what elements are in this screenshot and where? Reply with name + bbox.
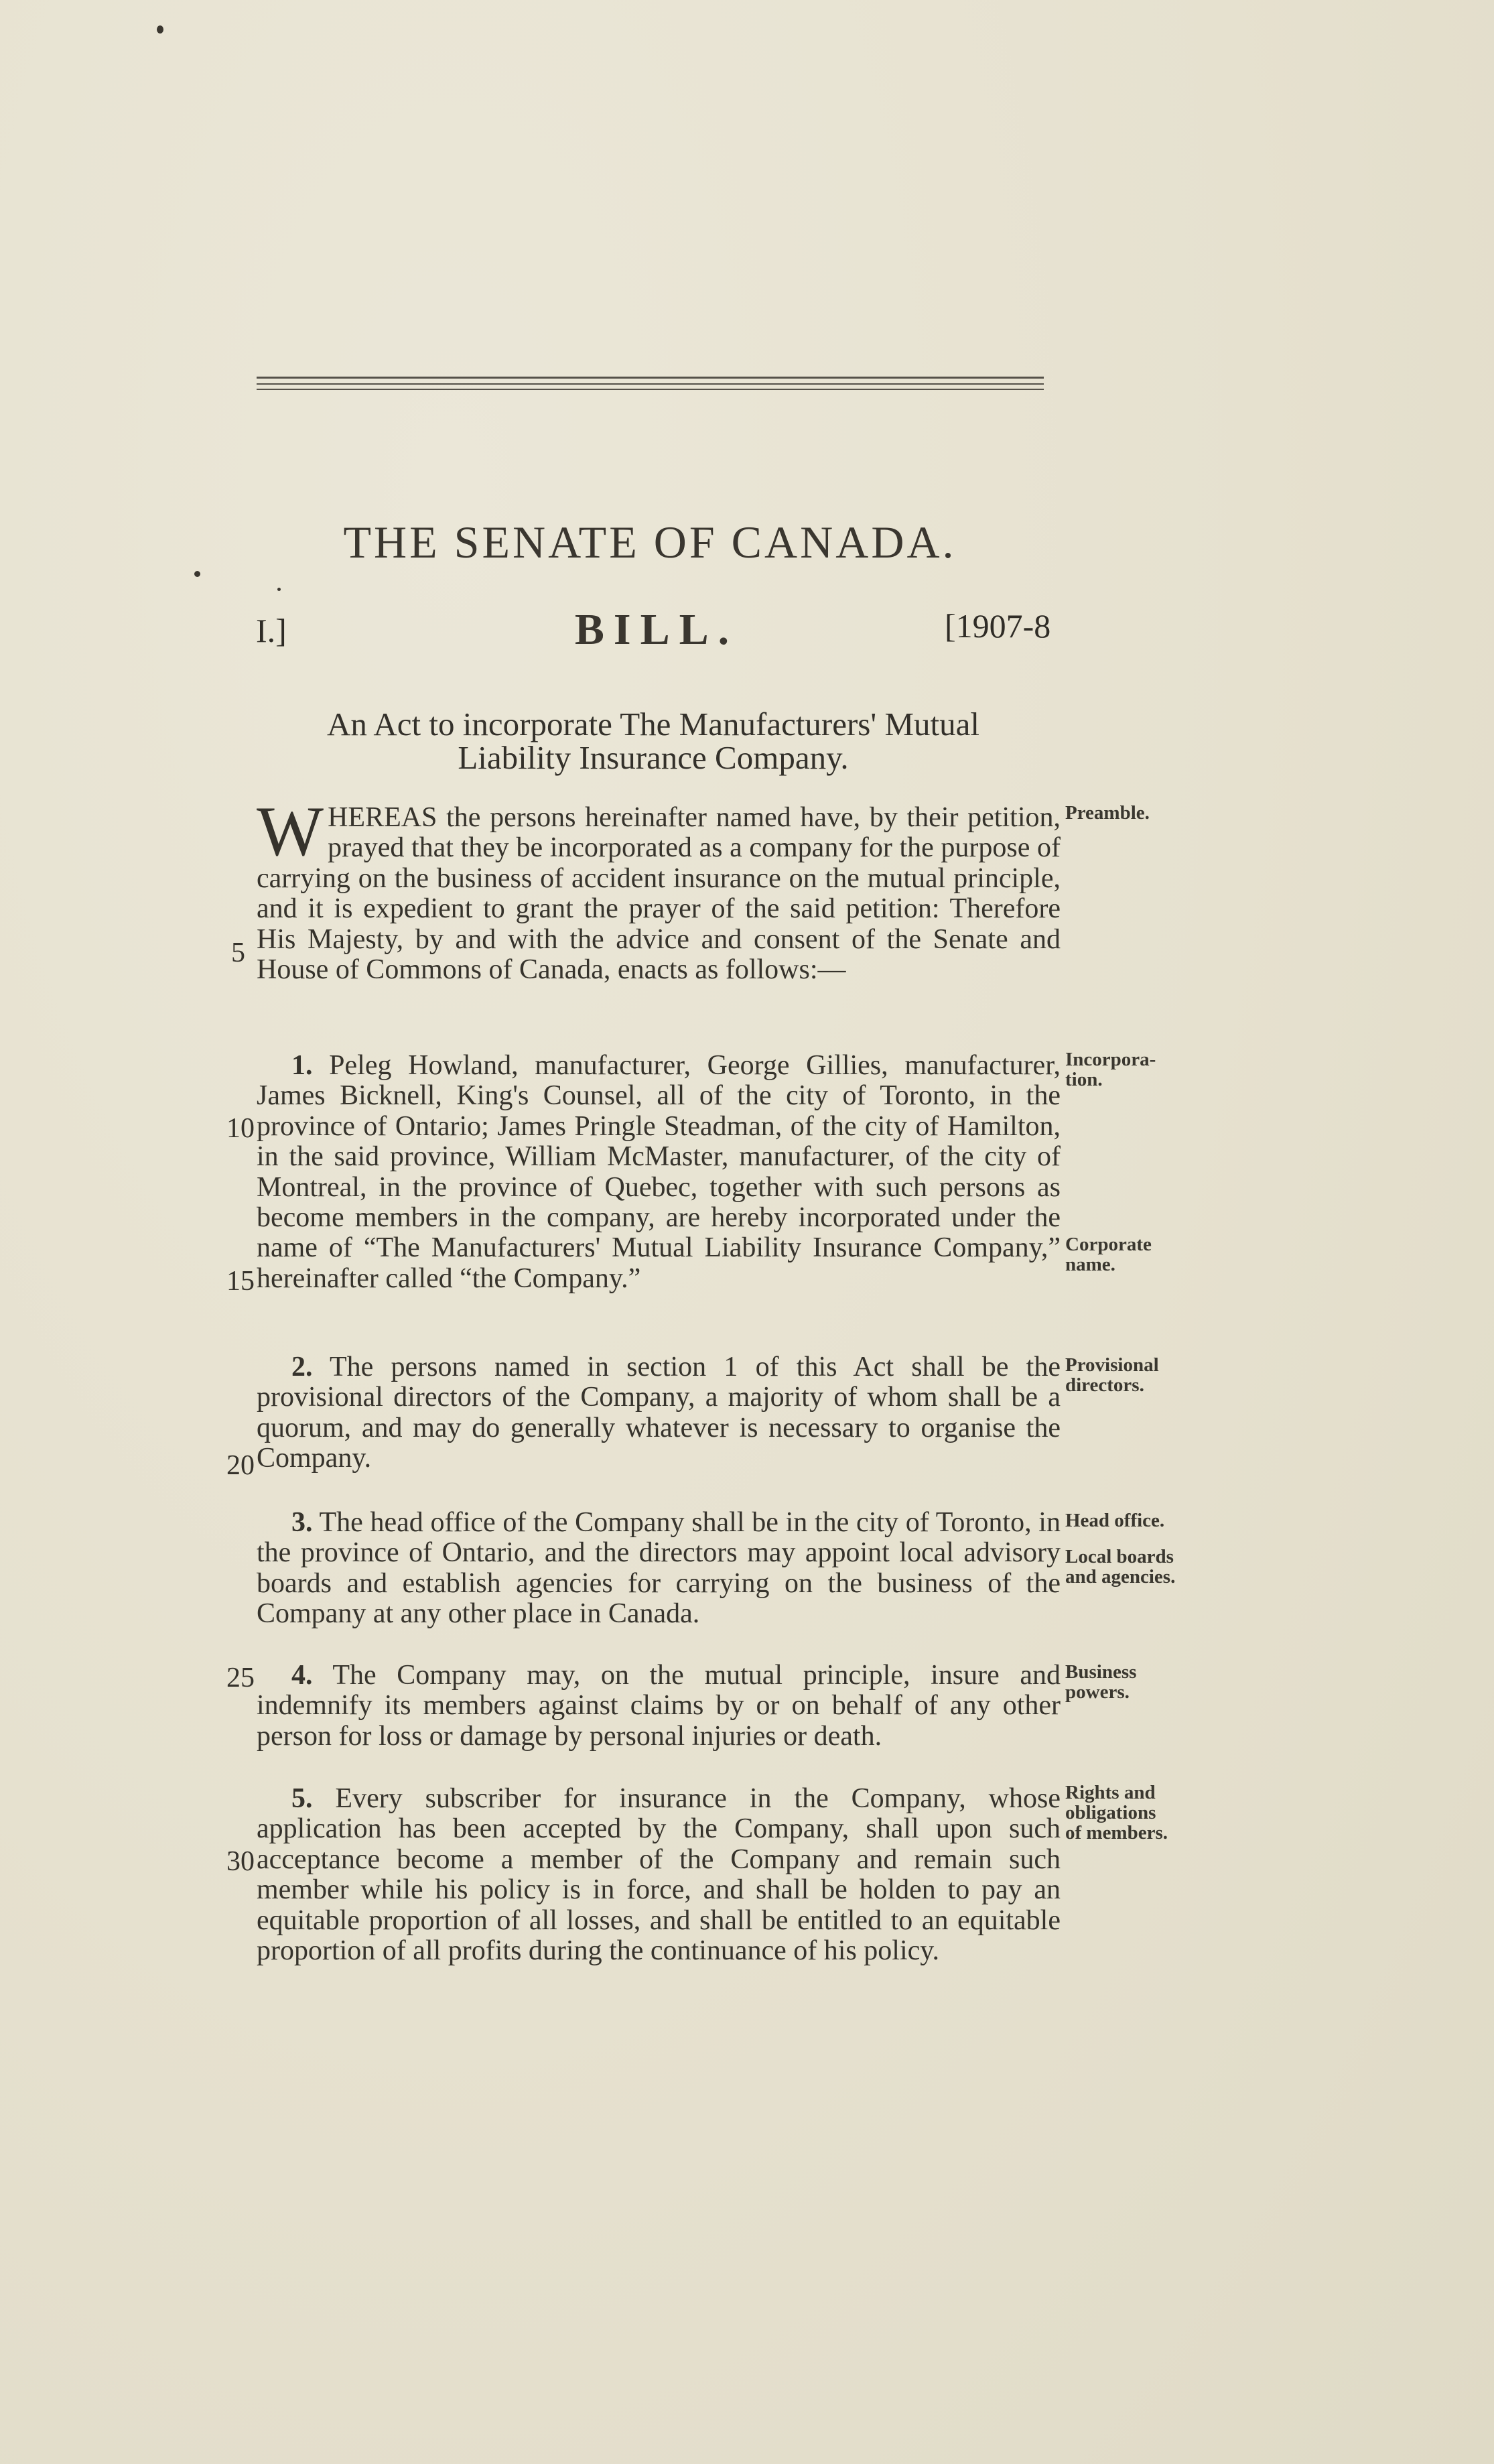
margin-note-incorporation — [1065, 1049, 1219, 1090]
line-number: 25 — [226, 1663, 255, 1693]
section-text: Every subscriber for insurance in the Company, whose application has been accepted by the Company, shall upon such acceptance become a member of the Company and remain such member while his policy is in force, and shall be holden to pay an equitable proportion of all losses, and shall be entitled to an equitable proportion of all profits during the continuance of his policy. — [257, 1783, 1061, 1967]
note-line: name. — [1065, 1254, 1115, 1275]
section-number: 4. — [291, 1660, 313, 1691]
paper-speck — [277, 588, 281, 591]
margin-note-corporate-name — [1065, 1234, 1219, 1275]
note-line: powers. — [1065, 1681, 1130, 1703]
note-line: of members. — [1065, 1822, 1168, 1843]
section-3 — [257, 1508, 1061, 1630]
session-year: [1907-8 — [945, 607, 1051, 645]
margin-note-local-boards — [1065, 1547, 1219, 1587]
section-1 — [257, 1051, 1061, 1294]
section-text: The head office of the Company shall be in the city of Toronto, in the province of Ontario, and the directors may appoint local advisory boards and establish agencies for carrying on the business of the Company at any other place in Canada. — [257, 1507, 1061, 1630]
note-line: tion. — [1065, 1069, 1103, 1090]
section-text: The Company may, on the mutual principle, insure and indemnify its members against claims by or on behalf of any other person for loss or damage by personal injuries or death. — [257, 1660, 1061, 1752]
line-number: 5 — [231, 937, 245, 968]
section-number: 3. — [291, 1507, 313, 1538]
margin-note-head-office — [1065, 1510, 1219, 1531]
paper-speck — [194, 571, 200, 577]
margin-note-preamble — [1065, 803, 1219, 823]
section-2 — [257, 1352, 1061, 1474]
section-4 — [257, 1661, 1061, 1752]
note-line: and agencies. — [1065, 1566, 1176, 1587]
note-line: Business — [1065, 1661, 1137, 1683]
preamble-text: HEREAS the persons hereinafter named have, by their petition, prayed that they be incorporated as a company for the purpose of carrying on the business of accident insurance on the mutual principle, and it is expedient to grant the prayer of the said petition: Therefore His Majesty, by and with the advice and consent of the Senate and House of Commons of Canada, enacts as follows:— — [257, 802, 1061, 986]
section-text: Peleg Howland, manufacturer, George Gillies, manufacturer, James Bicknell, King's Counsel, all of the city of Toronto, in the province of Ontario; James Pringle Steadman, of the city of Hamilton, in the said province, William McMaster, manufacturer, of the city of Montreal, in the province of Quebec, together with such persons as become members in the company, are hereby incorporated under the name of “The Manufacturers' Mutual Liability Insurance Company,” hereinafter called “the Company.” — [257, 1050, 1061, 1294]
paper-speck — [157, 25, 163, 34]
section-number: 5. — [291, 1783, 313, 1814]
note-line: Rights and — [1065, 1782, 1156, 1803]
header-rule-top — [257, 377, 1044, 379]
preamble-paragraph — [257, 792, 1061, 986]
section-5 — [257, 1784, 1061, 1966]
note-line: Corporate — [1065, 1234, 1152, 1255]
note-line: directors. — [1065, 1374, 1144, 1396]
bill-number: I.] — [256, 612, 287, 649]
line-number: 20 — [226, 1450, 255, 1481]
margin-note-provisional-directors — [1065, 1355, 1219, 1395]
act-title-line-1: An Act to incorporate The Manufacturers' Mutual — [326, 706, 980, 742]
header-rule-bottom — [257, 383, 1044, 385]
note-line: Local boards — [1065, 1546, 1174, 1567]
preamble-dropcap: W — [257, 792, 324, 870]
note-line: Head office. — [1065, 1510, 1165, 1531]
note-line: Preamble. — [1065, 802, 1150, 824]
line-number: 30 — [226, 1846, 255, 1877]
line-number: 10 — [226, 1113, 255, 1144]
note-line: Provisional — [1065, 1354, 1159, 1376]
section-number: 1. — [291, 1050, 313, 1081]
section-number: 2. — [291, 1352, 313, 1382]
line-number: 15 — [226, 1266, 255, 1297]
act-title-line-2: Liability Insurance Company. — [458, 739, 849, 776]
senate-heading: THE SENATE OF CANADA. — [343, 517, 957, 568]
note-line: obligations — [1065, 1802, 1156, 1823]
note-line: Incorpora- — [1065, 1049, 1156, 1070]
header-rule-bottom — [257, 389, 1044, 390]
bill-heading: BILL. — [574, 605, 739, 654]
section-text: The persons named in section 1 of this Act shall be the provisional directors of the Company, a majority of whom shall be a quorum, and may do generally whatever is necessary to organise the Company. — [257, 1352, 1061, 1474]
margin-note-rights — [1065, 1782, 1219, 1843]
margin-note-business-powers — [1065, 1662, 1219, 1702]
